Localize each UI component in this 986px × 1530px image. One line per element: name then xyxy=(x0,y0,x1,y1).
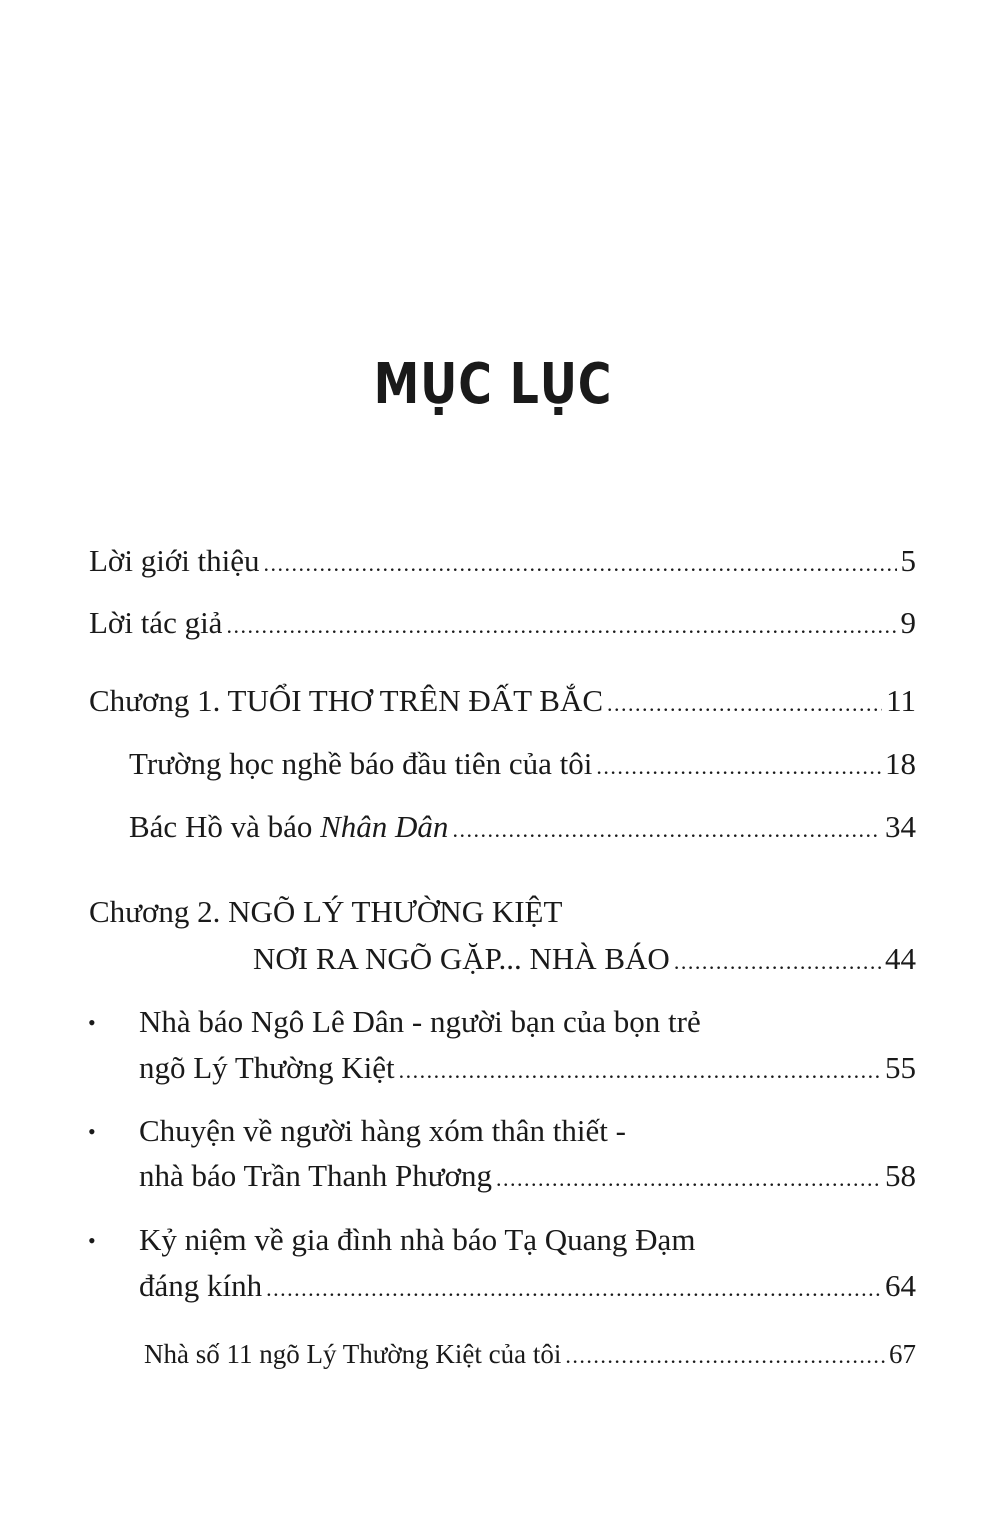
dot-leader xyxy=(607,693,882,715)
toc-entry-label: Nhà số 11 ngõ Lý Thường Kiệt của tôi xyxy=(144,1339,562,1369)
bullet-icon: • xyxy=(88,1119,96,1144)
toc-page-number: 34 xyxy=(885,809,916,844)
toc-entry-chapter-2[interactable] xyxy=(253,940,916,978)
toc-entry-chapter-2-line1[interactable]: Chương 2. NGÕ LÝ THƯỜNG KIỆT xyxy=(89,894,563,929)
toc-entry-label: Lời giới thiệu xyxy=(89,543,260,578)
toc-entry-chapter-2-section-2-line1[interactable]: Chuyện về người hàng xóm thân thiết - xyxy=(139,1113,626,1148)
toc-page-number: 64 xyxy=(885,1268,916,1303)
toc-entry-chapter-1-section-1[interactable] xyxy=(129,745,916,783)
toc-page-number: 55 xyxy=(885,1050,916,1085)
toc-entry-label: Trường học nghề báo đầu tiên của tôi xyxy=(129,746,593,781)
dot-leader xyxy=(674,951,881,973)
toc-entry-label: NƠI RA NGÕ GẶP... NHÀ BÁO xyxy=(253,941,670,976)
toc-page-number: 9 xyxy=(900,605,916,640)
dot-leader xyxy=(496,1168,881,1190)
toc-entry-author[interactable] xyxy=(89,604,916,642)
toc-entry-intro[interactable] xyxy=(89,542,916,580)
page-title: MỤC LỤC xyxy=(373,352,613,417)
toc-entry-label: đáng kính xyxy=(139,1268,263,1303)
toc-entry-chapter-2-section-3[interactable] xyxy=(139,1267,916,1305)
toc-page-number: 5 xyxy=(900,543,916,578)
toc-entry-label-prefix: Bác Hồ và báo xyxy=(129,809,321,844)
dot-leader xyxy=(596,756,881,778)
dot-leader xyxy=(452,819,881,841)
bullet-icon: • xyxy=(88,1010,96,1035)
toc-entry-label: Lời tác giả xyxy=(89,605,223,640)
bullet-icon: • xyxy=(88,1228,96,1253)
dot-leader xyxy=(399,1060,881,1082)
toc-entry-label xyxy=(129,808,448,846)
toc-page-number: 11 xyxy=(886,683,916,718)
dot-leader xyxy=(226,615,896,637)
toc-page-number: 18 xyxy=(885,746,916,781)
toc-page-number: 44 xyxy=(885,941,916,976)
toc-entry-label: ngõ Lý Thường Kiệt xyxy=(139,1050,395,1085)
dot-leader xyxy=(264,553,897,575)
toc-entry-label: nhà báo Trần Thanh Phương xyxy=(139,1158,492,1193)
toc-page-number: 58 xyxy=(885,1158,916,1193)
dot-leader xyxy=(565,1345,885,1367)
newspaper-name: Nhân Dân xyxy=(320,809,449,844)
toc-page-number: 67 xyxy=(889,1339,916,1369)
toc-entry-chapter-2-section-1[interactable] xyxy=(139,1049,916,1087)
toc-entry-chapter-2-section-4[interactable] xyxy=(144,1335,916,1373)
toc-entry-label: Chương 1. TUỔI THƠ TRÊN ĐẤT BẮC xyxy=(89,683,604,718)
dot-leader xyxy=(266,1278,881,1300)
toc-entry-chapter-1-section-2[interactable] xyxy=(129,808,916,846)
toc-entry-chapter-2-section-1-line1[interactable]: Nhà báo Ngô Lê Dân - người bạn của bọn trẻ xyxy=(139,1004,701,1039)
toc-entry-chapter-2-section-2[interactable] xyxy=(139,1157,916,1195)
toc-entry-chapter-1[interactable] xyxy=(89,682,916,720)
toc-entry-chapter-2-section-3-line1[interactable]: Kỷ niệm về gia đình nhà báo Tạ Quang Đạm xyxy=(139,1222,696,1257)
